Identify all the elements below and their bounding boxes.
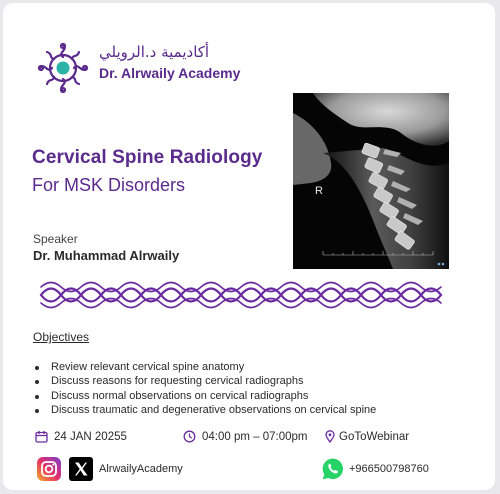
bullet-icon bbox=[35, 395, 39, 399]
ornamental-divider bbox=[37, 278, 445, 312]
speaker-label: Speaker bbox=[33, 232, 78, 246]
event-title: Cervical Spine Radiology bbox=[32, 147, 263, 168]
whatsapp-link[interactable] bbox=[321, 457, 345, 481]
objectives-heading: Objectives bbox=[33, 330, 90, 344]
list-item bbox=[33, 375, 376, 389]
flyer-card bbox=[3, 3, 495, 490]
objectives-list bbox=[33, 361, 376, 419]
event-details bbox=[3, 428, 495, 446]
cervical-xray-image bbox=[293, 93, 449, 269]
xray-side-marker: R bbox=[315, 185, 323, 197]
instagram-link[interactable] bbox=[37, 457, 61, 481]
event-platform-text: GoToWebinar bbox=[339, 430, 410, 443]
calendar-icon bbox=[35, 430, 48, 443]
bullet-icon bbox=[35, 409, 39, 413]
xray-illustration bbox=[293, 93, 449, 269]
x-link[interactable] bbox=[69, 457, 93, 481]
event-date-text: 24 JAN 20255 bbox=[54, 430, 127, 443]
academy-name-english: Dr. Alrwaily Academy bbox=[99, 65, 241, 81]
academy-logo-icon bbox=[37, 42, 89, 94]
instagram-icon[interactable] bbox=[37, 457, 61, 481]
list-item bbox=[33, 404, 376, 418]
event-platform bbox=[325, 430, 409, 443]
event-subtitle: For MSK Disorders bbox=[32, 175, 186, 195]
speaker-name: Dr. Muhammad Alrwaily bbox=[33, 248, 180, 263]
event-date bbox=[35, 430, 127, 443]
academy-name-arabic: أكاديمية د.الرويلي bbox=[99, 43, 210, 61]
location-pin-icon bbox=[325, 430, 335, 443]
objective-text: Discuss reasons for requesting cervical radiographs bbox=[51, 375, 304, 388]
x-twitter-icon[interactable] bbox=[69, 457, 93, 481]
list-item bbox=[33, 361, 376, 375]
bullet-icon bbox=[35, 380, 39, 384]
bullet-icon bbox=[35, 366, 39, 370]
phone-number: +966500798760 bbox=[349, 463, 429, 475]
clock-icon bbox=[183, 430, 196, 443]
objective-text: Review relevant cervical spine anatomy bbox=[51, 361, 245, 373]
objective-text: Discuss traumatic and degenerative observations on cervical spine bbox=[51, 404, 377, 417]
whatsapp-icon[interactable] bbox=[321, 457, 345, 481]
list-item bbox=[33, 390, 376, 404]
social-handle: AlrwailyAcademy bbox=[99, 463, 183, 475]
objective-text: Discuss normal observations on cervical radiographs bbox=[51, 389, 309, 402]
event-time bbox=[183, 430, 308, 443]
contact-row bbox=[3, 457, 495, 485]
event-time-text: 04:00 pm – 07:00pm bbox=[202, 430, 308, 443]
